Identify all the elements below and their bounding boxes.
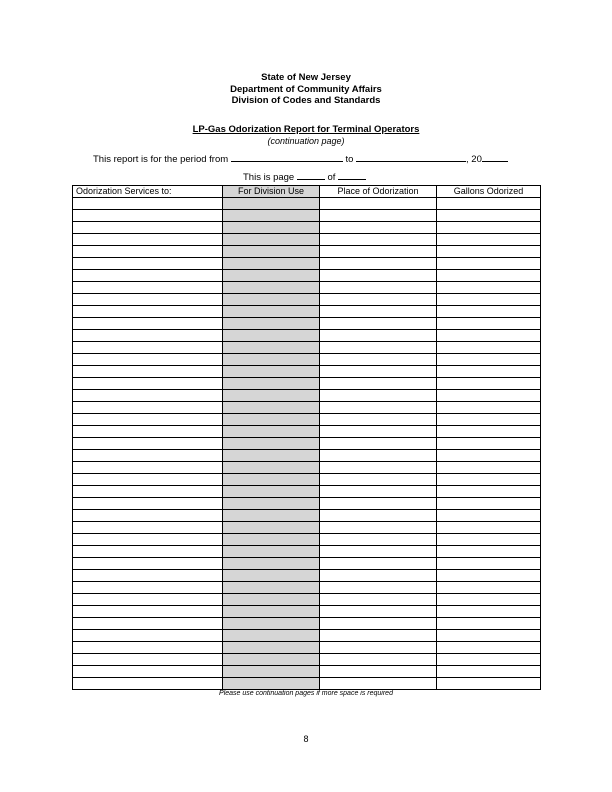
table-row [73, 546, 541, 558]
odorization-table [72, 185, 541, 690]
services-cell[interactable] [73, 378, 223, 390]
services-cell[interactable] [73, 654, 223, 666]
table-row [73, 618, 541, 630]
division-use-cell [223, 546, 320, 558]
division-use-cell [223, 630, 320, 642]
table-row [73, 402, 541, 414]
gallons-cell[interactable] [437, 426, 541, 438]
services-cell[interactable] [73, 222, 223, 234]
place-cell[interactable] [320, 390, 437, 402]
services-cell[interactable] [73, 330, 223, 342]
place-cell[interactable] [320, 462, 437, 474]
gallons-cell[interactable] [437, 438, 541, 450]
state-name: State of New Jersey [261, 72, 351, 83]
table-row [73, 594, 541, 606]
table-row [73, 534, 541, 546]
table-row [73, 654, 541, 666]
table-row [73, 474, 541, 486]
gallons-cell[interactable] [437, 618, 541, 630]
table-row [73, 558, 541, 570]
gallons-cell[interactable] [437, 198, 541, 210]
table-row [73, 318, 541, 330]
gallons-cell[interactable] [437, 354, 541, 366]
gallons-cell[interactable] [437, 378, 541, 390]
division-use-cell [223, 510, 320, 522]
division-use-cell [223, 330, 320, 342]
period-year-label: , 20 [466, 154, 482, 165]
place-cell[interactable] [320, 606, 437, 618]
division-use-cell [223, 294, 320, 306]
table-header-row [73, 186, 541, 198]
gallons-cell[interactable] [437, 258, 541, 270]
place-cell[interactable] [320, 354, 437, 366]
table-row [73, 570, 541, 582]
place-cell[interactable] [320, 330, 437, 342]
place-cell[interactable] [320, 294, 437, 306]
table-row [73, 486, 541, 498]
page-total-field[interactable] [338, 170, 366, 180]
services-cell[interactable] [73, 666, 223, 678]
table-row [73, 342, 541, 354]
table-row [73, 630, 541, 642]
page-of-label: of [327, 172, 336, 183]
services-cell[interactable] [73, 474, 223, 486]
table-row [73, 522, 541, 534]
table-row [73, 462, 541, 474]
gallons-cell[interactable] [437, 402, 541, 414]
col-header-place: Place of Odorization [320, 186, 437, 198]
services-cell[interactable] [73, 606, 223, 618]
services-cell[interactable] [73, 462, 223, 474]
place-cell[interactable] [320, 486, 437, 498]
division-use-cell [223, 654, 320, 666]
gallons-cell[interactable] [437, 462, 541, 474]
table-row [73, 450, 541, 462]
services-cell[interactable] [73, 306, 223, 318]
table-row [73, 282, 541, 294]
gallons-cell[interactable] [437, 366, 541, 378]
table-body [73, 198, 541, 690]
gallons-cell[interactable] [437, 630, 541, 642]
services-cell[interactable] [73, 342, 223, 354]
table-row [73, 210, 541, 222]
place-cell[interactable] [320, 642, 437, 654]
services-cell[interactable] [73, 426, 223, 438]
services-cell[interactable] [73, 294, 223, 306]
gallons-cell[interactable] [437, 678, 541, 690]
place-cell[interactable] [320, 210, 437, 222]
services-cell[interactable] [73, 642, 223, 654]
services-cell[interactable] [73, 234, 223, 246]
place-cell[interactable] [320, 630, 437, 642]
gallons-cell[interactable] [437, 450, 541, 462]
table-row [73, 606, 541, 618]
services-cell[interactable] [73, 486, 223, 498]
gallons-cell[interactable] [437, 546, 541, 558]
place-cell[interactable] [320, 450, 437, 462]
period-prefix: This report is for the period from [93, 154, 229, 165]
division-use-cell [223, 678, 320, 690]
gallons-cell[interactable] [437, 522, 541, 534]
division-use-cell [223, 354, 320, 366]
gallons-cell[interactable] [437, 414, 541, 426]
table-row [73, 438, 541, 450]
division-use-cell [223, 582, 320, 594]
services-cell[interactable] [73, 366, 223, 378]
gallons-cell[interactable] [437, 234, 541, 246]
gallons-cell[interactable] [437, 474, 541, 486]
gallons-cell[interactable] [437, 534, 541, 546]
division-use-cell [223, 498, 320, 510]
division-use-cell [223, 606, 320, 618]
services-cell[interactable] [73, 582, 223, 594]
gallons-cell[interactable] [437, 282, 541, 294]
place-cell[interactable] [320, 678, 437, 690]
col-header-gallons: Gallons Odorized [437, 186, 541, 198]
place-cell[interactable] [320, 414, 437, 426]
table-row [73, 642, 541, 654]
page-prefix: This is page [243, 172, 295, 183]
services-cell[interactable] [73, 390, 223, 402]
table-row [73, 378, 541, 390]
services-cell[interactable] [73, 246, 223, 258]
page-count-line [243, 170, 366, 183]
services-cell[interactable] [73, 510, 223, 522]
gallons-cell[interactable] [437, 390, 541, 402]
services-cell[interactable] [73, 522, 223, 534]
place-cell[interactable] [320, 618, 437, 630]
report-subtitle: (continuation page) [267, 136, 345, 146]
gallons-cell[interactable] [437, 570, 541, 582]
division-use-cell [223, 306, 320, 318]
division-use-cell [223, 366, 320, 378]
place-cell[interactable] [320, 498, 437, 510]
division-use-cell [223, 618, 320, 630]
table-row [73, 198, 541, 210]
table-row [73, 366, 541, 378]
table-row [73, 294, 541, 306]
table-row [73, 258, 541, 270]
place-cell[interactable] [320, 558, 437, 570]
gallons-cell[interactable] [437, 558, 541, 570]
gallons-cell[interactable] [437, 246, 541, 258]
division-use-cell [223, 282, 320, 294]
division-use-cell [223, 222, 320, 234]
place-cell[interactable] [320, 258, 437, 270]
division-name: Division of Codes and Standards [231, 95, 381, 106]
services-cell[interactable] [73, 558, 223, 570]
gallons-cell[interactable] [437, 606, 541, 618]
table-row [73, 390, 541, 402]
col-header-services: Odorization Services to: [73, 186, 223, 198]
gallons-cell[interactable] [437, 210, 541, 222]
place-cell[interactable] [320, 198, 437, 210]
gallons-cell[interactable] [437, 342, 541, 354]
division-use-cell [223, 198, 320, 210]
place-cell[interactable] [320, 318, 437, 330]
place-cell[interactable] [320, 270, 437, 282]
place-cell[interactable] [320, 234, 437, 246]
division-use-cell [223, 426, 320, 438]
division-use-cell [223, 210, 320, 222]
gallons-cell[interactable] [437, 222, 541, 234]
place-cell[interactable] [320, 246, 437, 258]
place-cell[interactable] [320, 402, 437, 414]
division-use-cell [223, 318, 320, 330]
place-cell[interactable] [320, 582, 437, 594]
department-name: Department of Community Affairs [230, 84, 382, 95]
services-cell[interactable] [73, 450, 223, 462]
gallons-cell[interactable] [437, 294, 541, 306]
division-use-cell [223, 258, 320, 270]
table-row [73, 306, 541, 318]
services-cell[interactable] [73, 198, 223, 210]
division-use-cell [223, 522, 320, 534]
division-use-cell [223, 246, 320, 258]
place-cell[interactable] [320, 438, 437, 450]
page-number-field[interactable] [297, 170, 325, 180]
division-use-cell [223, 342, 320, 354]
gallons-cell[interactable] [437, 306, 541, 318]
gallons-cell[interactable] [437, 318, 541, 330]
division-use-cell [223, 450, 320, 462]
services-cell[interactable] [73, 270, 223, 282]
table-row [73, 246, 541, 258]
division-use-cell [223, 270, 320, 282]
period-line [93, 152, 508, 165]
services-cell[interactable] [73, 354, 223, 366]
services-cell[interactable] [73, 438, 223, 450]
table-row [73, 498, 541, 510]
period-year-field[interactable] [482, 152, 508, 162]
period-to-field[interactable] [356, 152, 466, 162]
division-use-cell [223, 438, 320, 450]
table-row [73, 666, 541, 678]
table-row [73, 678, 541, 690]
division-use-cell [223, 666, 320, 678]
gallons-cell[interactable] [437, 270, 541, 282]
services-cell[interactable] [73, 630, 223, 642]
table-row [73, 222, 541, 234]
gallons-cell[interactable] [437, 486, 541, 498]
place-cell[interactable] [320, 522, 437, 534]
place-cell[interactable] [320, 594, 437, 606]
gallons-cell[interactable] [437, 594, 541, 606]
table-row [73, 354, 541, 366]
place-cell[interactable] [320, 306, 437, 318]
services-cell[interactable] [73, 318, 223, 330]
services-cell[interactable] [73, 534, 223, 546]
division-use-cell [223, 474, 320, 486]
division-use-cell [223, 462, 320, 474]
division-use-cell [223, 414, 320, 426]
report-title: LP-Gas Odorization Report for Terminal Operators [192, 124, 420, 135]
continuation-note: Please use continuation pages if more space is required [219, 690, 393, 697]
place-cell[interactable] [320, 378, 437, 390]
services-cell[interactable] [73, 402, 223, 414]
division-use-cell [223, 534, 320, 546]
services-cell[interactable] [73, 570, 223, 582]
division-use-cell [223, 642, 320, 654]
gallons-cell[interactable] [437, 642, 541, 654]
period-from-field[interactable] [231, 152, 343, 162]
gallons-cell[interactable] [437, 510, 541, 522]
place-cell[interactable] [320, 570, 437, 582]
table-row [73, 426, 541, 438]
place-cell[interactable] [320, 342, 437, 354]
place-cell[interactable] [320, 534, 437, 546]
period-to-label: to [345, 154, 354, 165]
division-use-cell [223, 390, 320, 402]
division-use-cell [223, 402, 320, 414]
gallons-cell[interactable] [437, 654, 541, 666]
place-cell[interactable] [320, 546, 437, 558]
col-header-division-use: For Division Use [223, 186, 320, 198]
services-cell[interactable] [73, 546, 223, 558]
table-row [73, 510, 541, 522]
services-cell[interactable] [73, 258, 223, 270]
services-cell[interactable] [73, 498, 223, 510]
table-row [73, 270, 541, 282]
division-use-cell [223, 558, 320, 570]
division-use-cell [223, 570, 320, 582]
table-row [73, 582, 541, 594]
place-cell[interactable] [320, 510, 437, 522]
services-cell[interactable] [73, 594, 223, 606]
gallons-cell[interactable] [437, 582, 541, 594]
table-row [73, 234, 541, 246]
division-use-cell [223, 594, 320, 606]
services-cell[interactable] [73, 678, 223, 690]
place-cell[interactable] [320, 426, 437, 438]
place-cell[interactable] [320, 474, 437, 486]
table-row [73, 414, 541, 426]
gallons-cell[interactable] [437, 498, 541, 510]
services-cell[interactable] [73, 282, 223, 294]
division-use-cell [223, 486, 320, 498]
table-row [73, 330, 541, 342]
place-cell[interactable] [320, 666, 437, 678]
services-cell[interactable] [73, 414, 223, 426]
page-number: 8 [303, 734, 309, 744]
place-cell[interactable] [320, 366, 437, 378]
gallons-cell[interactable] [437, 330, 541, 342]
place-cell[interactable] [320, 282, 437, 294]
services-cell[interactable] [73, 210, 223, 222]
place-cell[interactable] [320, 222, 437, 234]
division-use-cell [223, 234, 320, 246]
gallons-cell[interactable] [437, 666, 541, 678]
division-use-cell [223, 378, 320, 390]
services-cell[interactable] [73, 618, 223, 630]
place-cell[interactable] [320, 654, 437, 666]
